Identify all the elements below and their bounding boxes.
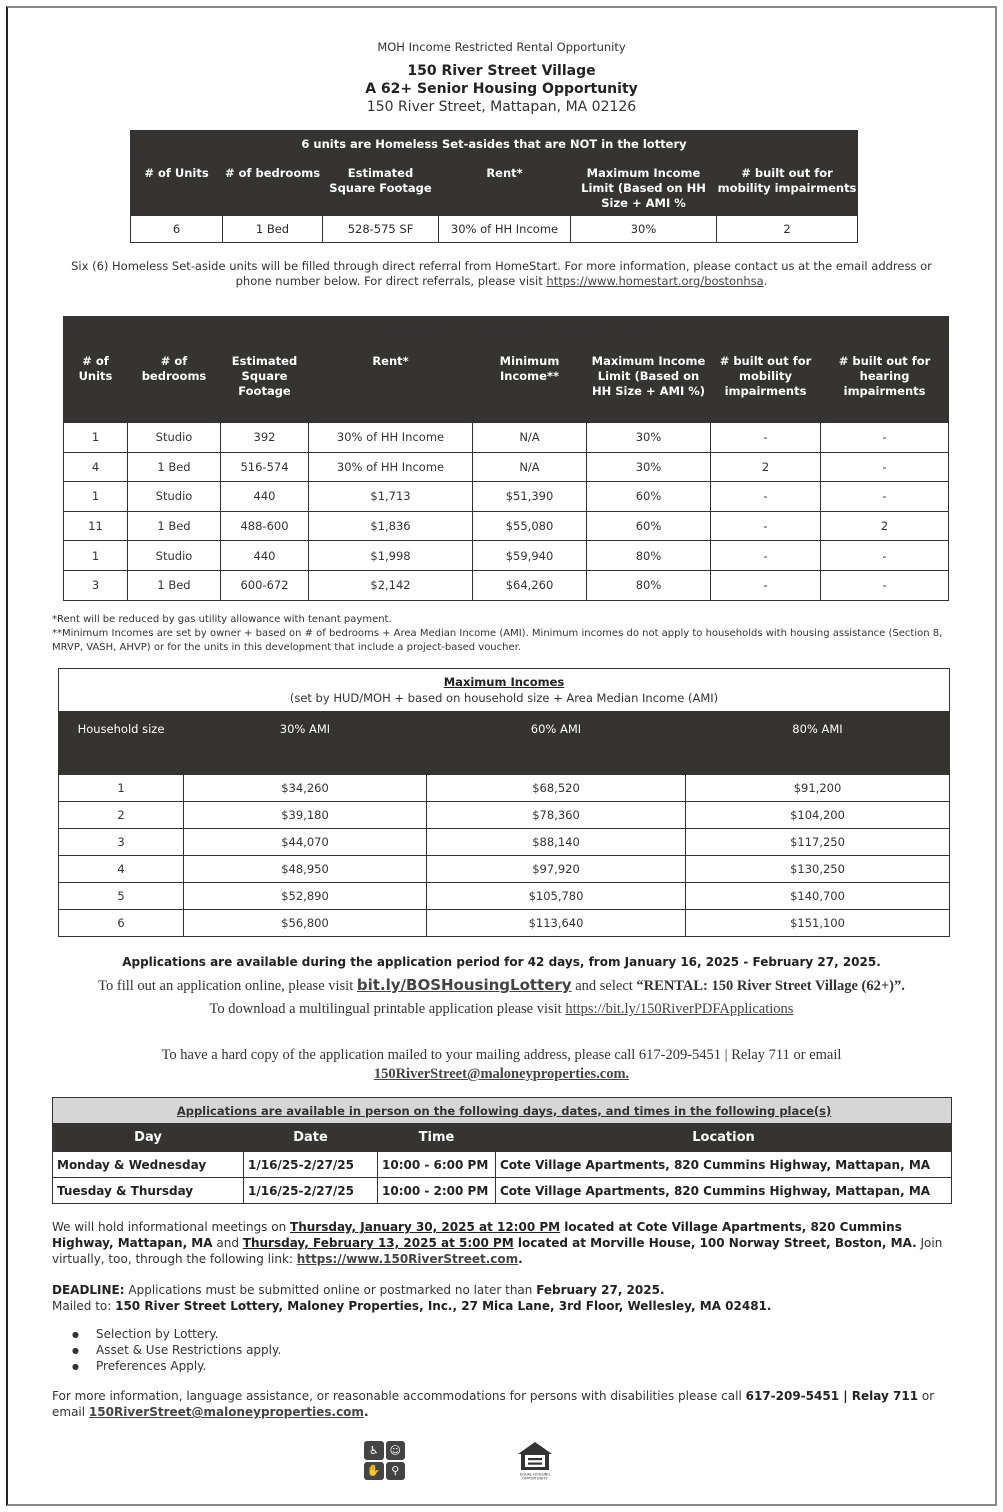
table-cell: 30% — [587, 423, 711, 453]
table-cell: 1 Bed — [128, 570, 221, 600]
table-cell: $39,180 — [184, 802, 427, 829]
table-row — [64, 482, 949, 512]
column-header: # built out for hearing impairments — [821, 346, 949, 423]
table-cell: $44,070 — [184, 829, 427, 856]
min-income-footnote: **Minimum Incomes are set by owner + based on # of bedrooms + Area Median Income (AMI). Minimum incomes do not apply to households with housing assistance (Section 8, MRVP, VASH, AHVP) or for the units in this development that include a project-based voucher. — [52, 628, 943, 653]
table-cell: $113,640 — [427, 910, 686, 937]
table-row — [59, 775, 950, 802]
column-header: Estimated Square Footage — [221, 346, 309, 423]
table-row — [53, 1152, 952, 1178]
table-cell: - — [821, 570, 949, 600]
table-cell: 440 — [221, 541, 309, 571]
table-cell: 6 — [59, 910, 184, 937]
mail-request-email[interactable]: 150RiverStreet@maloneyproperties.com. — [373, 1066, 630, 1082]
table-row — [64, 511, 949, 541]
table-cell: 3 — [59, 829, 184, 856]
table-cell: $1,998 — [309, 541, 473, 571]
column-header: # of Units — [131, 158, 223, 216]
wheelchair-icon: ♿ — [364, 1441, 384, 1460]
column-header: 80% AMI — [686, 712, 950, 747]
table-cell: $105,780 — [427, 883, 686, 910]
deadline-paragraph: DEADLINE: Applications must be submitted online or postmarked no later than February 27, 2025. Mailed to: 150 River Street Lottery, Maloney Properties, Inc., 27 Mica Lane, 3rd Floor, Wellesley, MA 02481. — [52, 1283, 772, 1313]
table-cell: 30% — [587, 452, 711, 482]
column-header: Household size — [59, 712, 184, 747]
table-cell: $64,260 — [473, 570, 587, 600]
table-cell: $52,890 — [184, 883, 427, 910]
table-cell: 10:00 - 2:00 PM — [378, 1178, 496, 1204]
table-cell: $97,920 — [427, 856, 686, 883]
table-row — [59, 883, 950, 910]
table-cell: Studio — [128, 482, 221, 512]
title-line-1: 150 River Street Village — [407, 63, 596, 79]
online-application-text: To fill out an application online, please visit bit.ly/BOSHousingLottery and select “RENTAL: 150 River Street Village (62+)”. — [98, 976, 905, 994]
table-cell: $140,700 — [686, 883, 950, 910]
table-cell: 1 — [59, 775, 184, 802]
table-row — [59, 829, 950, 856]
table-cell: 1 Bed — [223, 216, 323, 243]
blind-person-icon: ⚲ — [386, 1462, 406, 1481]
column-header: # of Units — [64, 346, 128, 423]
table-cell: 4 — [64, 452, 128, 482]
table-cell: 10:00 - 6:00 PM — [378, 1152, 496, 1178]
table-cell: 6 — [131, 216, 223, 243]
column-header: Rent* — [439, 158, 571, 216]
table-cell: 528-575 SF — [323, 216, 439, 243]
maximum-incomes-table — [58, 668, 950, 937]
table-cell: 80% — [587, 541, 711, 571]
in-person-table — [52, 1097, 952, 1204]
lottery-units-table — [63, 316, 949, 601]
table-cell: N/A — [473, 423, 587, 453]
homeless-setaside-table — [130, 130, 858, 243]
table-cell: $59,940 — [473, 541, 587, 571]
table-header-row — [131, 158, 858, 216]
column-header: Estimated Square Footage — [323, 158, 439, 216]
table-cell: 60% — [587, 482, 711, 512]
column-header: # built out for mobility impairments — [717, 158, 858, 216]
table-cell: 1/16/25-2/27/25 — [244, 1178, 378, 1204]
meetings-paragraph: We will hold informational meetings on Thursday, January 30, 2025 at 12:00 PM located at Cote Village Apartments, 820 Cummins Highway, Mattapan, MA and Thursday, February 13, 2025 at 5:00 PM located at Morville House, 100 Norway Street, Boston, MA. Join virtually, too, through the following link: https://www.150RiverStreet.com. — [52, 1220, 943, 1266]
table-cell: 440 — [221, 482, 309, 512]
requirements-list — [72, 1326, 281, 1374]
table-cell: Cote Village Apartments, 820 Cummins Highway, Mattapan, MA — [496, 1152, 952, 1178]
table-cell: 30% — [571, 216, 717, 243]
table-cell: 600-672 — [221, 570, 309, 600]
table-cell: - — [821, 452, 949, 482]
contact-paragraph: For more information, language assistance, or reasonable accommodations for persons with disabilities please call 617-209-5451 | Relay 711 or email 150RiverStreet@maloneyproperties.com. — [52, 1389, 935, 1419]
table-cell: 30% of HH Income — [439, 216, 571, 243]
table-row — [64, 423, 949, 453]
table-cell: - — [711, 541, 821, 571]
svg-text:OPPORTUNITY: OPPORTUNITY — [522, 1476, 548, 1481]
homestart-link[interactable]: https://www.homestart.org/bostonhsa — [546, 274, 764, 288]
pdf-applications-link[interactable]: https://bit.ly/150RiverPDFApplications — [565, 1001, 794, 1017]
table-cell: 30% of HH Income — [309, 423, 473, 453]
table-row — [64, 541, 949, 571]
table-cell: $151,100 — [686, 910, 950, 937]
table-cell: $1,713 — [309, 482, 473, 512]
table-cell: N/A — [473, 452, 587, 482]
table-cell: 11 — [64, 511, 128, 541]
lottery-link[interactable]: bit.ly/BOSHousingLottery — [356, 976, 572, 994]
table-cell: $2,142 — [309, 570, 473, 600]
table-row — [59, 856, 950, 883]
table-cell: 516-574 — [221, 452, 309, 482]
equal-housing-opportunity-icon — [513, 1438, 557, 1482]
table-header-row — [53, 1124, 952, 1152]
table-cell: $104,200 — [686, 802, 950, 829]
table-cell: Cote Village Apartments, 820 Cummins Highway, Mattapan, MA — [496, 1178, 952, 1204]
table-cell: 1 — [64, 541, 128, 571]
table-cell: 392 — [221, 423, 309, 453]
column-header: Time — [378, 1124, 496, 1152]
table-cell: 3 — [64, 570, 128, 600]
table-row — [131, 216, 858, 243]
table-cell: 1/16/25-2/27/25 — [244, 1152, 378, 1178]
table-caption: Applications are available in person on the following days, dates, and times in the following place(s) — [53, 1098, 952, 1124]
accessibility-logo — [364, 1441, 405, 1480]
table-cell: 80% — [587, 570, 711, 600]
table-cell: $55,080 — [473, 511, 587, 541]
table-caption: 21 Income-restricted units IN THE LOTTERY — [64, 317, 949, 346]
property-address: 150 River Street, Mattapan, MA 02126 — [366, 99, 637, 115]
contact-email-link[interactable]: 150RiverStreet@maloneyproperties.com — [88, 1405, 364, 1419]
table-cell: 488-600 — [221, 511, 309, 541]
column-header: # of bedrooms — [128, 346, 221, 423]
kicker: MOH Income Restricted Rental Opportunity — [377, 40, 626, 54]
table-cell: $68,520 — [427, 775, 686, 802]
table-cell: $34,260 — [184, 775, 427, 802]
table-row — [59, 910, 950, 937]
list-item: ● Selection by Lottery. — [72, 1326, 281, 1342]
table-cell: 30% of HH Income — [309, 452, 473, 482]
rent-footnote: *Rent will be reduced by gas utility allowance with tenant payment. — [52, 614, 392, 625]
table-cell: 2 — [59, 802, 184, 829]
table-cell: 1 Bed — [128, 511, 221, 541]
table-header-row — [64, 346, 949, 423]
table-cell: - — [821, 541, 949, 571]
table-cell: Studio — [128, 541, 221, 571]
mail-request-text: To have a hard copy of the application mailed to your mailing address, please call 617-209-5451 | Relay 711 or email 150RiverStreet@maloneyproperties.com. — [161, 1047, 842, 1082]
homeless-note: Six (6) Homeless Set-aside units will be filled through direct referral from HomeStart. For more information, please contact us at the email address or phone number below. For direct referrals, please visit https://www.homestart.org/bostonhsa. — [71, 259, 932, 288]
table-cell: Tuesday & Thursday — [53, 1178, 244, 1204]
cognitive-icon: ☺ — [386, 1441, 406, 1460]
column-header: # built out for mobility impairments — [711, 346, 821, 423]
blank-dark-row — [59, 747, 950, 775]
table-cell: $1,836 — [309, 511, 473, 541]
table-cell: - — [711, 482, 821, 512]
table-row — [64, 452, 949, 482]
table-cell: 5 — [59, 883, 184, 910]
table-row — [59, 802, 950, 829]
table-cell: $88,140 — [427, 829, 686, 856]
table-cell: - — [821, 482, 949, 512]
table-cell: - — [711, 511, 821, 541]
column-header: Location — [496, 1124, 952, 1152]
table-cell: 4 — [59, 856, 184, 883]
table-title: Maximum Incomes (set by HUD/MOH + based on household size + Area Median Income (AMI) — [59, 669, 950, 712]
column-header: Maximum Income Limit (Based on HH Size + AMI % — [571, 158, 717, 216]
column-header: Date — [244, 1124, 378, 1152]
column-header: Rent* — [309, 346, 473, 423]
table-cell: 1 — [64, 423, 128, 453]
table-cell: 2 — [821, 511, 949, 541]
table-cell: 1 Bed — [128, 452, 221, 482]
table-cell: 60% — [587, 511, 711, 541]
column-header: 60% AMI — [427, 712, 686, 747]
table-row — [64, 570, 949, 600]
download-application-text: To download a multilingual printable application please visit https://bit.ly/150RiverPDFApplications — [209, 1001, 794, 1017]
list-item: ● Asset & Use Restrictions apply. — [72, 1342, 281, 1358]
column-header: 30% AMI — [184, 712, 427, 747]
table-cell: $91,200 — [686, 775, 950, 802]
table-cell: Monday & Wednesday — [53, 1152, 244, 1178]
application-period: Applications are available during the application period for 42 days, from January 16, 2025 - February 27, 2025. — [122, 955, 881, 969]
table-cell: $51,390 — [473, 482, 587, 512]
table-cell: - — [821, 423, 949, 453]
table-cell: 2 — [711, 452, 821, 482]
table-cell: $56,800 — [184, 910, 427, 937]
table-cell: - — [711, 423, 821, 453]
title-line-2: A 62+ Senior Housing Opportunity — [365, 81, 638, 97]
table-cell: $78,360 — [427, 802, 686, 829]
column-header: Maximum Income Limit (Based on HH Size + AMI %) — [587, 346, 711, 423]
table-cell: 2 — [717, 216, 858, 243]
virtual-meeting-link[interactable]: https://www.150RiverStreet.com — [296, 1252, 519, 1266]
table-row — [53, 1178, 952, 1204]
table-cell: 1 — [64, 482, 128, 512]
table-cell: $117,250 — [686, 829, 950, 856]
table-cell: - — [711, 570, 821, 600]
sign-language-icon: ✋ — [364, 1462, 384, 1481]
table-header-row — [59, 712, 950, 747]
column-header: Day — [53, 1124, 244, 1152]
footnotes — [52, 613, 952, 655]
table-cell: $48,950 — [184, 856, 427, 883]
column-header: # of bedrooms — [223, 158, 323, 216]
page-title — [0, 62, 1003, 98]
table-caption: 6 units are Homeless Set-asides that are NOT in the lottery — [131, 131, 858, 158]
table-cell: $130,250 — [686, 856, 950, 883]
list-item: ● Preferences Apply. — [72, 1358, 281, 1374]
column-header: Minimum Income** — [473, 346, 587, 423]
table-cell: Studio — [128, 423, 221, 453]
svg-text:EQUAL HOUSING: EQUAL HOUSING — [519, 1472, 551, 1477]
